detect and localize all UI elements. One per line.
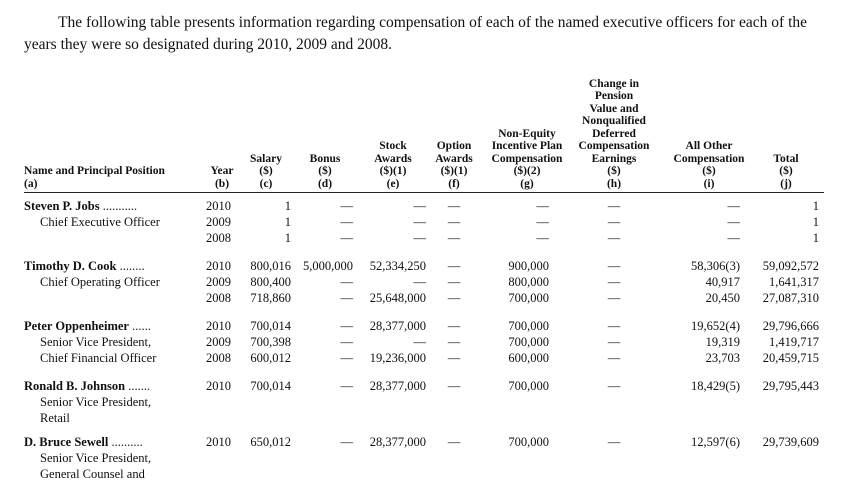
cell-other: 19,652(4)	[691, 319, 740, 333]
header-nonequity-line: (g)	[520, 177, 534, 190]
executive-title: Senior Vice President,	[40, 335, 152, 349]
header-other-line: ($)	[702, 165, 716, 177]
cell-bonus: —	[340, 291, 353, 305]
cell-salary: 800,016	[250, 259, 291, 273]
header-option-line: Awards	[435, 152, 473, 165]
header-stock-line: Stock	[379, 140, 407, 152]
cell-other: —	[727, 231, 740, 245]
cell-stock: —	[413, 335, 426, 349]
cell-nonequity: —	[536, 231, 549, 245]
cell-salary: 700,014	[250, 379, 291, 393]
header-total-line: ($)	[779, 165, 793, 177]
header-pension-line: Value and	[589, 102, 639, 115]
cell-other: 23,703	[705, 351, 740, 365]
cell-bonus: —	[340, 435, 353, 449]
cell-other: 12,597(6)	[691, 435, 740, 449]
cell-stock: 25,648,000	[369, 291, 426, 305]
header-stock-line: (e)	[386, 177, 400, 190]
header-total-line: Total	[773, 152, 799, 165]
header-option-line: Option	[436, 140, 472, 152]
cell-nonequity: 700,000	[508, 379, 549, 393]
cell-pension: —	[607, 231, 621, 245]
header-nonequity-line: ($)(2)	[513, 165, 541, 177]
cell-total: 1	[812, 231, 819, 245]
cell-pension: —	[607, 199, 621, 213]
cell-year: 2009	[206, 275, 231, 289]
cell-stock: 28,377,000	[369, 379, 426, 393]
cell-nonequity: 700,000	[508, 291, 549, 305]
cell-nonequity: 600,000	[508, 351, 549, 365]
executive-name-row	[24, 318, 151, 334]
header-bonus-line: Bonus	[309, 152, 341, 165]
executive-name: Ronald B. Johnson	[24, 379, 126, 393]
cell-total: 29,795,443	[762, 379, 819, 393]
header-option-line: (f)	[448, 177, 460, 190]
dot-leader: ......	[128, 319, 151, 333]
cell-other: 58,306(3)	[691, 259, 740, 273]
header-salary-line: (c)	[259, 177, 273, 190]
intro-paragraph: The following table presents information regarding compensation of each of the named executive officers for each of the years they were so designated during 2010, 2009 and 2008.	[24, 14, 808, 53]
cell-year: 2010	[206, 319, 231, 333]
cell-pension: —	[607, 215, 621, 229]
cell-bonus: —	[340, 335, 353, 349]
header-nonequity-line: Non-Equity	[498, 127, 556, 140]
cell-total: 1,419,717	[769, 335, 819, 349]
executive-title: Chief Financial Officer	[40, 351, 157, 365]
cell-option: —	[447, 199, 461, 213]
cell-bonus: —	[340, 319, 353, 333]
header-other-line: (i)	[703, 177, 715, 190]
cell-salary: 700,398	[250, 335, 291, 349]
cell-option: —	[447, 351, 461, 365]
cell-stock: 19,236,000	[369, 351, 426, 365]
executive-title: Senior Vice President,	[40, 451, 152, 465]
cell-option: —	[447, 291, 461, 305]
cell-stock: —	[413, 215, 426, 229]
cell-nonequity: 800,000	[508, 275, 549, 289]
executive-name-row	[24, 378, 150, 394]
cell-option: —	[447, 215, 461, 229]
header-salary-line: ($)	[259, 165, 273, 177]
cell-salary: 650,012	[250, 435, 291, 449]
dot-leader: ...........	[99, 199, 138, 213]
header-pension-line: Pension	[594, 90, 634, 102]
cell-pension: —	[607, 435, 621, 449]
executive-title: Chief Executive Officer	[40, 215, 160, 229]
executive-title: Senior Vice President,	[40, 395, 152, 409]
cell-total: 29,796,666	[762, 319, 819, 333]
cell-pension: —	[607, 379, 621, 393]
cell-option: —	[447, 379, 461, 393]
executive-title: Retail	[40, 411, 70, 425]
header-stock-line: Awards	[374, 152, 412, 165]
header-nonequity-line: Incentive Plan	[491, 140, 563, 152]
executive-name-row	[24, 258, 145, 274]
header-pension-line: Change in	[588, 77, 640, 90]
executive-name: Peter Oppenheimer	[24, 319, 129, 333]
cell-other: —	[727, 215, 740, 229]
cell-other: —	[727, 199, 740, 213]
cell-other: 40,917	[705, 275, 740, 289]
cell-total: 1,641,317	[769, 275, 819, 289]
cell-year: 2010	[206, 379, 231, 393]
header-bonus-line: ($)	[318, 165, 332, 177]
cell-total: 29,739,609	[762, 435, 819, 449]
cell-stock: —	[413, 231, 426, 245]
cell-nonequity: 900,000	[508, 259, 549, 273]
cell-pension: —	[607, 275, 621, 289]
cell-option: —	[447, 275, 461, 289]
cell-other: 19,319	[705, 335, 740, 349]
header-nonequity-line: Compensation	[491, 152, 563, 165]
dot-leader: ........	[116, 259, 145, 273]
header-pension-line: (h)	[606, 177, 622, 190]
header-name-line: (a)	[24, 177, 38, 190]
header-other-line: All Other	[685, 140, 733, 152]
header-total-line: (j)	[780, 177, 792, 190]
header-pension-line: Earnings	[591, 152, 637, 165]
executive-title: General Counsel and	[40, 467, 145, 481]
header-name	[24, 165, 165, 190]
header-pension-line: ($)	[607, 165, 621, 177]
header-total	[726, 153, 846, 191]
dot-leader: ..........	[108, 435, 143, 449]
cell-option: —	[447, 231, 461, 245]
header-stock-line: ($)(1)	[379, 165, 407, 177]
cell-year: 2010	[206, 259, 231, 273]
cell-bonus: —	[340, 231, 353, 245]
cell-bonus: —	[340, 215, 353, 229]
cell-nonequity: 700,000	[508, 335, 549, 349]
cell-salary: 800,400	[250, 275, 291, 289]
cell-total: 1	[812, 215, 819, 229]
executive-title: Chief Operating Officer	[40, 275, 160, 289]
header-pension-line: Compensation	[578, 140, 650, 152]
header-other-line: Compensation	[673, 152, 745, 165]
cell-option: —	[447, 259, 461, 273]
executive-name: Steven P. Jobs	[24, 199, 100, 213]
cell-year: 2009	[206, 335, 231, 349]
cell-total: 20,459,715	[762, 351, 819, 365]
dot-leader: .......	[125, 379, 151, 393]
cropped-top-text-line	[24, 0, 414, 3]
cell-year: 2010	[206, 199, 231, 213]
cell-total: 27,087,310	[762, 291, 819, 305]
cell-total: 1	[812, 199, 819, 213]
executive-name: D. Bruce Sewell	[24, 435, 109, 449]
header-rule	[24, 192, 824, 193]
header-name-line: Name and Principal Position	[24, 165, 165, 177]
cell-pension: —	[607, 335, 621, 349]
cell-option: —	[447, 319, 461, 333]
cell-salary: 600,012	[250, 351, 291, 365]
cell-pension: —	[607, 319, 621, 333]
cell-other: 20,450	[705, 291, 740, 305]
executive-name-row	[24, 198, 137, 214]
cell-bonus: —	[340, 379, 353, 393]
cell-nonequity: 700,000	[508, 319, 549, 333]
cell-stock: 52,334,250	[369, 259, 426, 273]
cell-salary: 700,014	[250, 319, 291, 333]
header-pension-line: Nonqualified	[582, 115, 646, 127]
header-option-line: ($)(1)	[440, 165, 468, 177]
cell-salary: 1	[284, 231, 291, 245]
header-year-line: Year	[210, 165, 234, 177]
cell-year: 2009	[206, 215, 231, 229]
cell-year: 2008	[206, 291, 231, 305]
cell-salary: 718,860	[250, 291, 291, 305]
cell-option: —	[447, 435, 461, 449]
executive-name-row	[24, 434, 143, 450]
header-salary-line: Salary	[250, 152, 282, 165]
header-year-line: (b)	[214, 177, 230, 190]
cell-pension: —	[607, 259, 621, 273]
cell-stock: —	[413, 275, 426, 289]
cell-year: 2008	[206, 351, 231, 365]
header-pension-line: Deferred	[592, 127, 636, 140]
cell-bonus: —	[340, 199, 353, 213]
cell-other: 18,429(5)	[691, 379, 740, 393]
cell-total: 59,092,572	[762, 259, 819, 273]
cell-year: 2010	[206, 435, 231, 449]
cell-pension: —	[607, 351, 621, 365]
cell-salary: 1	[284, 199, 291, 213]
cell-stock: 28,377,000	[369, 319, 426, 333]
cell-nonequity: 700,000	[508, 435, 549, 449]
cell-pension: —	[607, 291, 621, 305]
cell-bonus: —	[340, 351, 353, 365]
cell-bonus: —	[340, 275, 353, 289]
cell-salary: 1	[284, 215, 291, 229]
cell-nonequity: —	[536, 215, 549, 229]
cell-nonequity: —	[536, 199, 549, 213]
cell-stock: —	[413, 199, 426, 213]
cell-year: 2008	[206, 231, 231, 245]
header-bonus-line: (d)	[317, 177, 333, 190]
cell-option: —	[447, 335, 461, 349]
cell-bonus: 5,000,000	[303, 259, 353, 273]
cell-stock: 28,377,000	[369, 435, 426, 449]
executive-name: Timothy D. Cook	[24, 259, 117, 273]
